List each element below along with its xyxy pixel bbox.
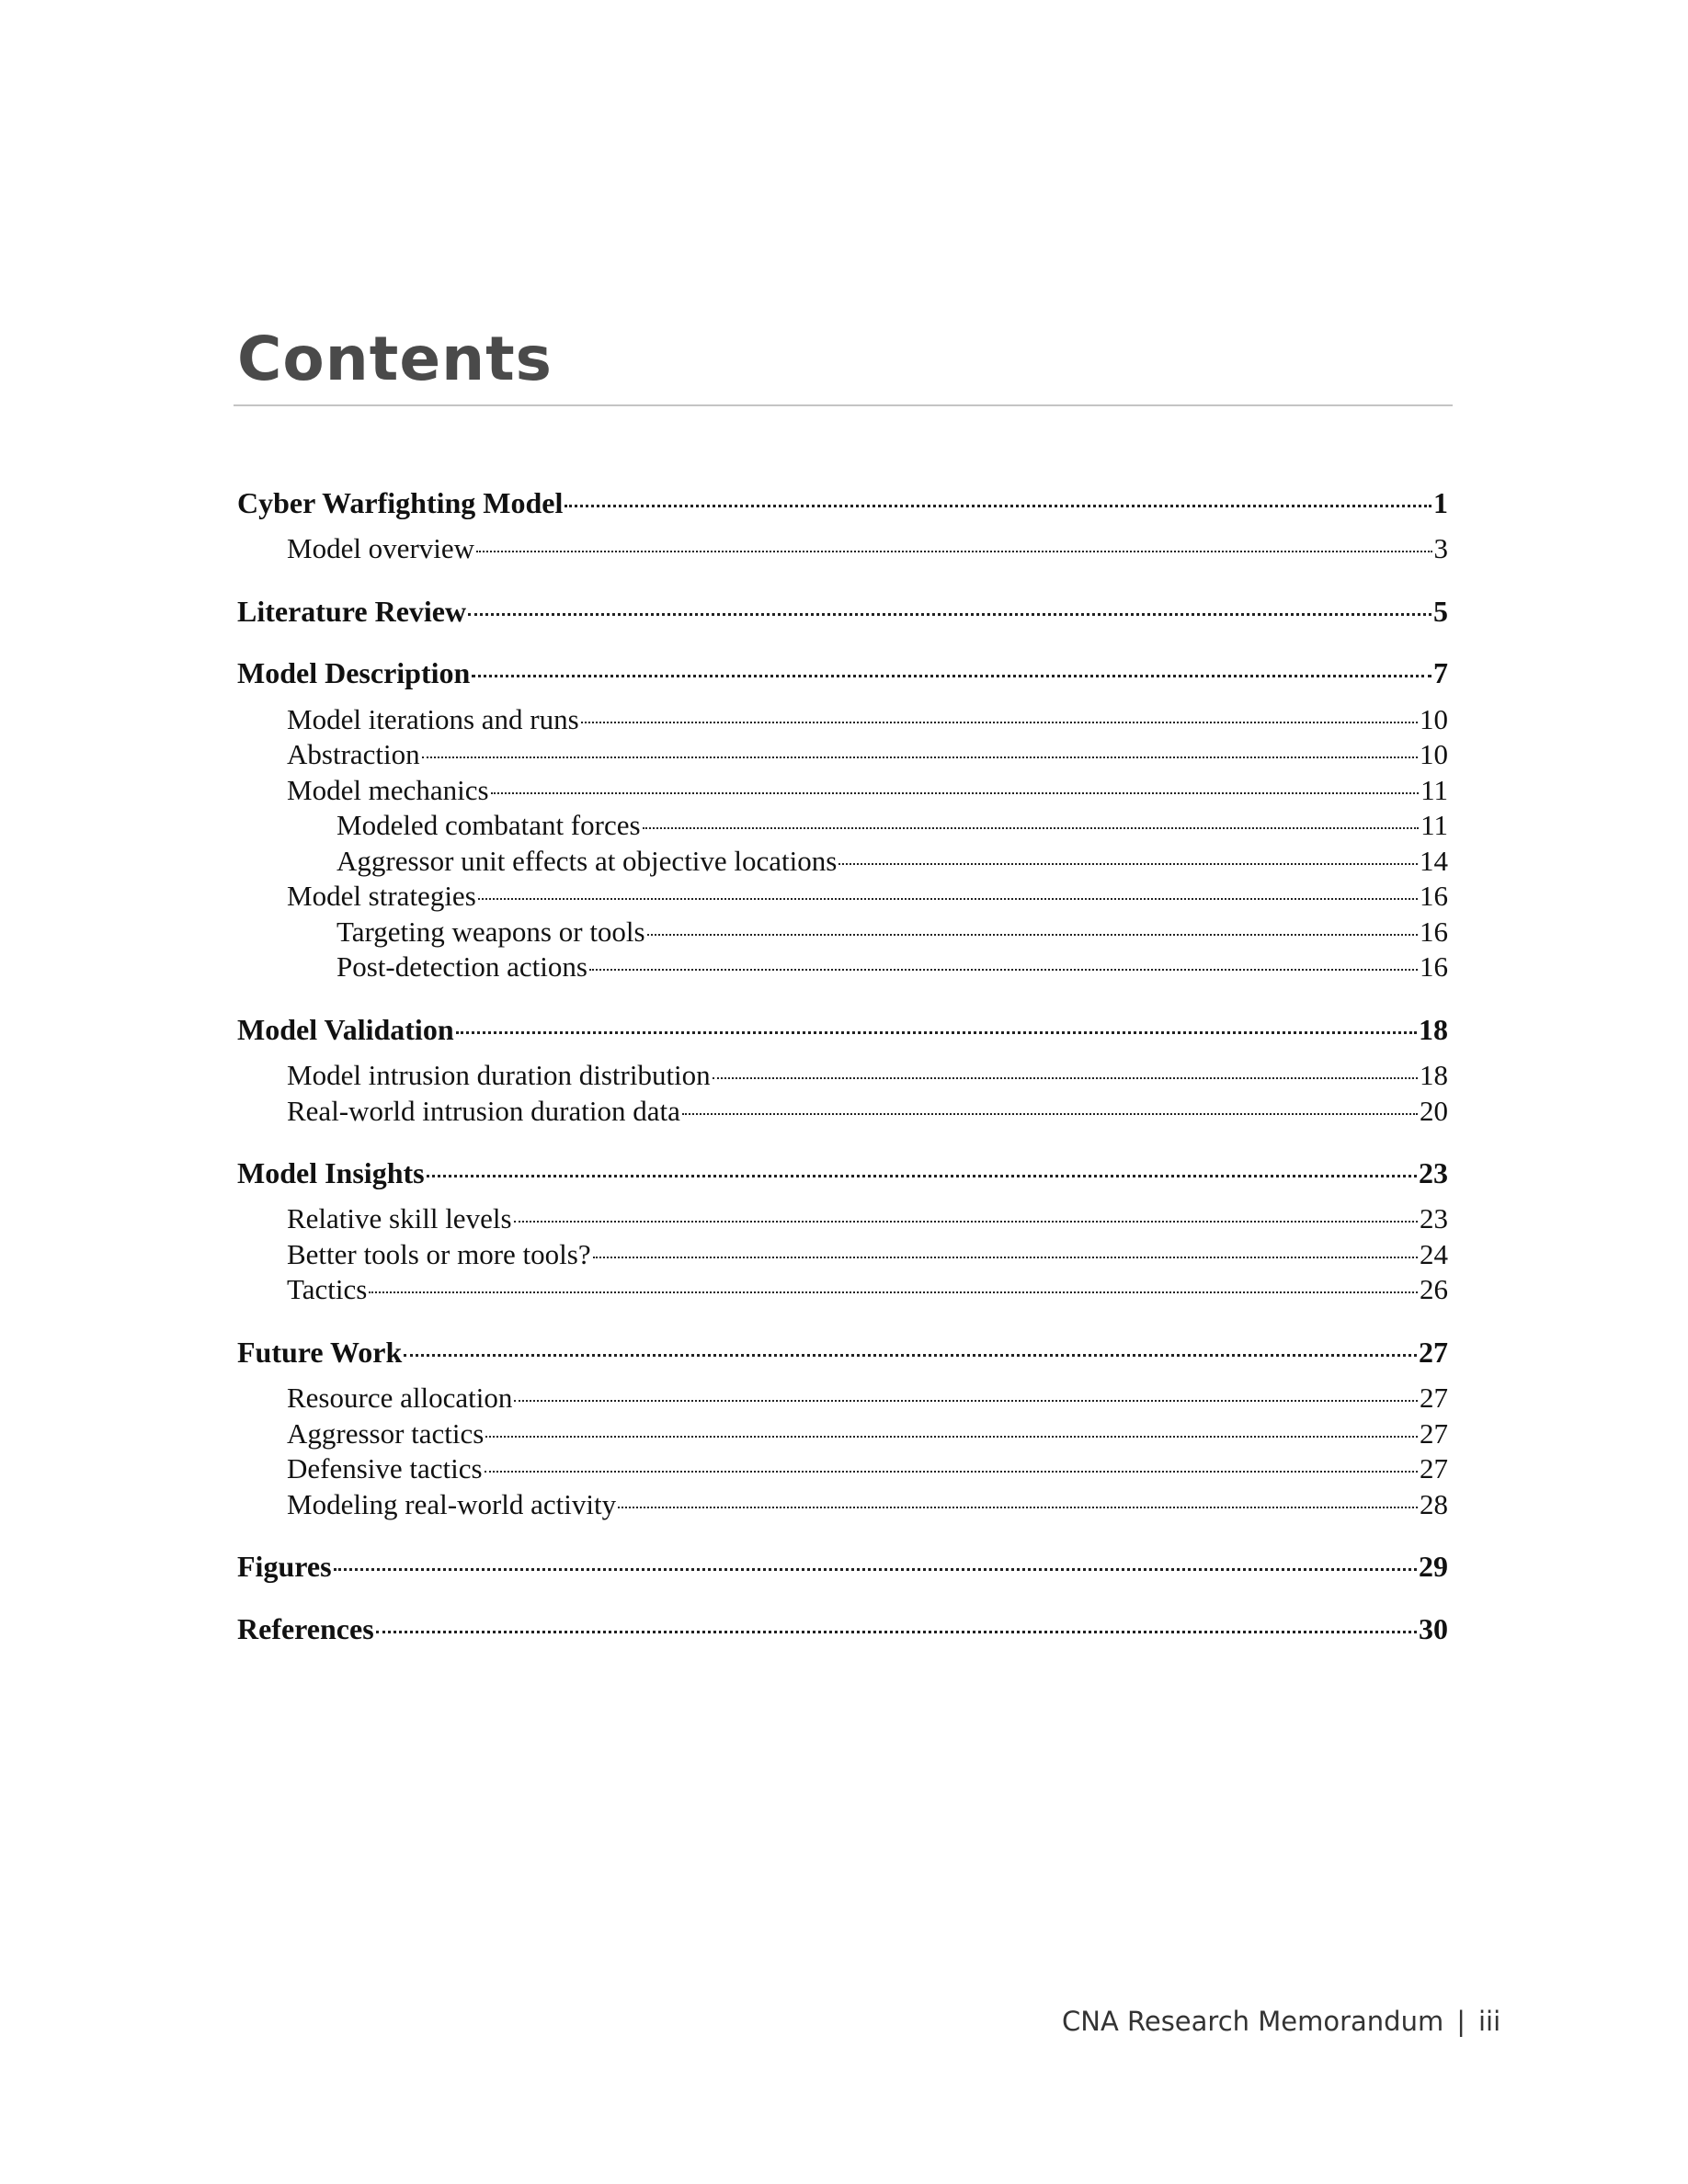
toc-entry-page-number: 24: [1420, 1237, 1448, 1270]
toc-entry-title: Figures: [237, 1550, 332, 1584]
dot-leader: [593, 1257, 1418, 1258]
toc-subsection-entry[interactable]: [237, 1416, 1448, 1452]
toc-entry-title: Model Description: [237, 656, 471, 690]
toc-entry-title: Cyber Warfighting Model: [237, 486, 564, 519]
toc-entry-page-number: 23: [1419, 1156, 1448, 1190]
toc-section-entry[interactable]: [237, 1012, 1448, 1047]
toc-entry-title: Tactics: [287, 1273, 368, 1306]
toc-entry-title: Better tools or more tools?: [287, 1237, 591, 1270]
toc-subsection-entry[interactable]: [237, 1237, 1448, 1273]
dot-leader: [404, 1354, 1417, 1357]
toc-entry-title: Literature Review: [237, 594, 467, 628]
dot-leader: [514, 1400, 1418, 1402]
dot-leader: [618, 1507, 1418, 1508]
toc-entry-title: Model strategies: [287, 880, 476, 913]
toc-entry-page-number: 23: [1420, 1202, 1448, 1235]
toc-entry-page-number: 27: [1420, 1452, 1448, 1485]
toc-entry-page-number: 27: [1420, 1382, 1448, 1415]
dot-leader: [713, 1077, 1418, 1079]
toc-section-entry[interactable]: [237, 1335, 1448, 1370]
toc-subsection-entry[interactable]: [237, 531, 1448, 567]
toc-section-entry[interactable]: [237, 1549, 1448, 1584]
dot-leader: [647, 934, 1418, 936]
toc-entry-page-number: 10: [1420, 738, 1448, 771]
toc-entry-title: Resource allocation: [287, 1382, 513, 1415]
toc-entry-page-number: 3: [1433, 532, 1448, 565]
toc-entry-page-number: 18: [1420, 1059, 1448, 1092]
dot-leader: [581, 722, 1418, 723]
dot-leader: [589, 969, 1418, 971]
toc-subsection-entry[interactable]: [237, 773, 1448, 809]
page-footer: [1062, 2006, 1500, 2037]
toc-entry-title: Targeting weapons or tools: [336, 915, 645, 948]
dot-leader: [485, 1471, 1418, 1473]
toc-entry-page-number: 7: [1433, 656, 1448, 690]
toc-subsection-entry[interactable]: [237, 915, 1448, 950]
toc-subsection-entry[interactable]: [237, 1058, 1448, 1094]
toc-entry-title: Aggressor tactics: [287, 1416, 485, 1450]
toc-subsection-entry[interactable]: [237, 737, 1448, 773]
toc-entry-page-number: 28: [1420, 1487, 1448, 1520]
toc-entry-title: Real-world intrusion duration data: [287, 1094, 680, 1127]
dot-leader: [514, 1221, 1418, 1223]
dot-leader: [838, 863, 1418, 865]
toc-entry-title: Model Validation: [237, 1012, 454, 1046]
dot-leader: [427, 1175, 1417, 1177]
toc-entry-title: Modeling real-world activity: [287, 1487, 617, 1520]
toc-entry-page-number: 16: [1420, 880, 1448, 913]
toc-entry-page-number: 1: [1433, 486, 1448, 519]
toc-entry-title: References: [237, 1611, 374, 1645]
toc-subsection-entry[interactable]: [237, 1451, 1448, 1487]
toc-entry-page-number: 5: [1433, 594, 1448, 628]
footer-publication: CNA Research Memorandum: [1062, 2006, 1444, 2037]
toc-subsection-entry[interactable]: [237, 1381, 1448, 1416]
dot-leader: [485, 1436, 1418, 1438]
toc-subsection-entry[interactable]: [237, 702, 1448, 738]
dot-leader: [565, 505, 1431, 507]
dot-leader: [376, 1631, 1417, 1633]
toc-entry-page-number: 16: [1420, 915, 1448, 948]
toc-entry-page-number: 11: [1420, 809, 1448, 842]
toc-subsection-entry[interactable]: [237, 808, 1448, 844]
toc-entry-page-number: 30: [1419, 1611, 1448, 1645]
toc-entry-page-number: 20: [1420, 1094, 1448, 1127]
dot-leader: [643, 827, 1420, 829]
dot-leader: [456, 1031, 1417, 1034]
table-of-contents: [237, 485, 1448, 1657]
toc-subsection-entry[interactable]: [237, 844, 1448, 880]
footer-separator: |: [1456, 2006, 1466, 2037]
toc-entry-page-number: 14: [1420, 844, 1448, 877]
toc-entry-title: Model overview: [287, 532, 475, 565]
dot-leader: [476, 551, 1431, 552]
dot-leader: [369, 1291, 1418, 1293]
toc-entry-title: Relative skill levels: [287, 1202, 512, 1235]
toc-entry-page-number: 18: [1419, 1012, 1448, 1046]
dot-leader: [468, 613, 1431, 616]
toc-entry-page-number: 27: [1420, 1416, 1448, 1450]
toc-entry-title: Model iterations and runs: [287, 702, 579, 735]
toc-entry-title: Defensive tactics: [287, 1452, 483, 1485]
heading-divider: [234, 404, 1453, 406]
footer-page-number: iii: [1478, 2006, 1501, 2037]
toc-subsection-entry[interactable]: [237, 1201, 1448, 1237]
toc-entry-page-number: 11: [1420, 773, 1448, 806]
toc-section-entry[interactable]: [237, 1611, 1448, 1646]
dot-leader: [478, 898, 1418, 900]
dot-leader: [682, 1113, 1418, 1115]
toc-section-entry[interactable]: [237, 655, 1448, 690]
toc-entry-page-number: 26: [1420, 1273, 1448, 1306]
toc-subsection-entry[interactable]: [237, 1272, 1448, 1308]
toc-entry-title: Future Work: [237, 1335, 403, 1369]
toc-subsection-entry[interactable]: [237, 1487, 1448, 1523]
toc-entry-title: Aggressor unit effects at objective locations: [336, 844, 838, 877]
toc-subsection-entry[interactable]: [237, 879, 1448, 915]
toc-entry-page-number: 16: [1420, 950, 1448, 984]
dot-leader: [334, 1568, 1417, 1571]
toc-section-entry[interactable]: [237, 485, 1448, 520]
toc-entry-page-number: 27: [1419, 1335, 1448, 1369]
toc-entry-title: Model intrusion duration distribution: [287, 1059, 711, 1092]
page-title: Contents: [237, 324, 553, 394]
toc-entry-title: Modeled combatant forces: [336, 809, 641, 842]
toc-entry-page-number: 10: [1420, 702, 1448, 735]
toc-entry-title: Model Insights: [237, 1156, 425, 1190]
dot-leader: [491, 792, 1420, 794]
toc-entry-title: Model mechanics: [287, 773, 489, 806]
toc-section-entry[interactable]: [237, 594, 1448, 629]
toc-entry-title: Abstraction: [287, 738, 420, 771]
toc-section-entry[interactable]: [237, 1155, 1448, 1190]
toc-subsection-entry[interactable]: [237, 1094, 1448, 1130]
dot-leader: [472, 675, 1431, 677]
toc-entry-title: Post-detection actions: [336, 950, 587, 984]
toc-subsection-entry[interactable]: [237, 950, 1448, 985]
toc-entry-page-number: 29: [1419, 1550, 1448, 1584]
dot-leader: [422, 756, 1418, 758]
